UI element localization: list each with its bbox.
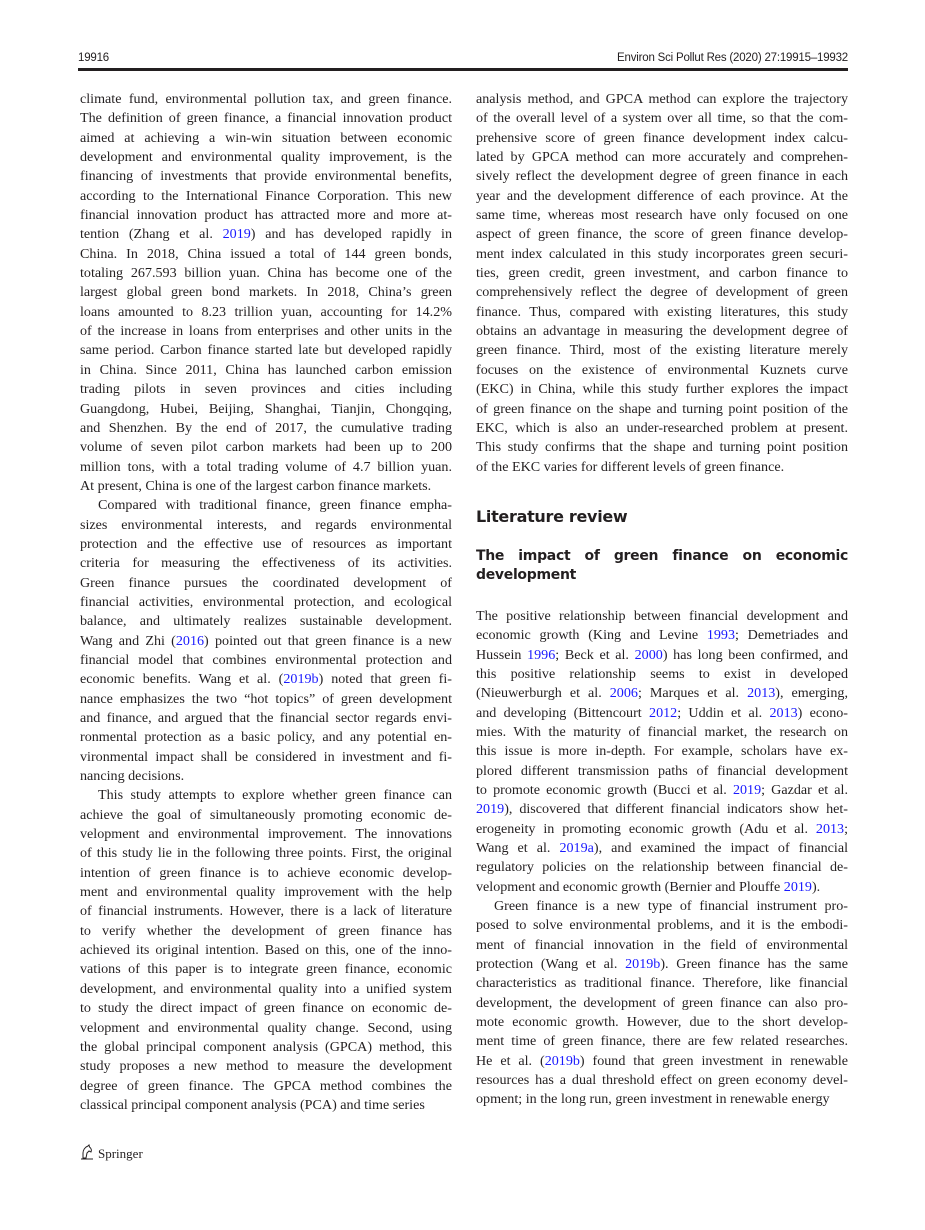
text-line: finance. Thus, compared with existing literatures, this study [476,303,848,320]
citation-link[interactable]: 2013 [769,704,798,721]
text-line: tention (Zhang et al. 2019) and has developed rapidly in [80,226,453,243]
text-line: Green finance pursues the coordinated development of [80,574,452,591]
text-line: He et al. (2019b) found that green investment in renewable [476,1052,848,1069]
text-line: velopment and economic growth (Bernier and Plouffe 2019). [476,878,821,895]
text-line: same time, whereas most research have only focused on one [476,207,848,224]
text-line: achieve the goal of simultaneously promoting economic de- [80,806,452,823]
text-line: nancing decisions. [80,768,185,785]
running-header [78,48,848,70]
text-line: ment time of green finance, there are few related researches. [476,1033,848,1050]
text-line: protection (Wang et al. 2019b). Green finance has the same [476,956,848,973]
citation-link[interactable]: 2006 [609,685,638,702]
text-line: of the EKC varies for different levels of green finance. [476,458,785,475]
citation-link[interactable]: 2019 [783,878,812,895]
text-line: The definition of green finance, a financial innovation product [80,110,452,127]
right-column [476,90,848,1110]
text-line: balance, and ultimately realizes sustainable development. [80,613,452,630]
text-line: (Nieuwerburgh et al. 2006; Marques et al. 2013), emerging, [476,685,849,702]
citation-link[interactable]: 2019a [559,840,594,856]
text-line: loans amounted to 8.23 trillion yuan, accounting for 14.2% [80,303,452,320]
citation-link[interactable]: 2019b [544,1052,580,1069]
text-line: regulatory policies on the relationship between financial de- [476,859,848,876]
text-line: sively reflect the development degree of green finance in each [476,168,848,185]
text-line: sizes environmental interests, and regards environmental [80,516,452,533]
citation-link[interactable]: 2019 [222,226,251,243]
citation-link[interactable]: 2013 [747,685,776,702]
text-line: totaling 267.593 billion yuan. China has become one of the [80,265,452,282]
text-line: of the increase in loans from enterprises and other units in the [80,323,452,340]
paragraph [476,897,848,1110]
text-line: million tons, with a total trading volume of 4.7 billion yuan. [80,458,452,475]
header-rule [78,68,848,71]
text-line: Wang et al. 2019a), and examined the impact of financial [476,840,848,856]
text-line: Green finance is a new type of financial instrument pro- [494,898,848,915]
text-line: obtains an advantage in measuring the development degree of [476,323,848,340]
text-line: posed to solve environmental problems, and it is the embodi- [476,917,848,934]
text-line: Compared with traditional finance, green finance empha- [98,497,452,514]
text-line: intention of green finance is to achieve economic develop- [80,864,452,881]
text-line: ment and environmental quality improvement with the help [80,884,452,901]
paragraph [80,90,452,496]
text-line: mote economic growth. However, due to the short develop- [476,1014,848,1031]
text-line: mies. With the maturity of financial market, the research on [476,723,848,740]
paragraph [80,496,452,786]
citation-link[interactable]: 2019 [732,781,762,798]
text-line: opment; in the long run, green investment in renewable energy [476,1091,830,1108]
text-line: The positive relationship between financial development and [476,607,848,624]
text-line: vironmental impact shall be considered in investment and fi- [80,748,452,765]
text-line: the global principal component analysis (GPCA) method, this [80,1038,452,1055]
text-line: analysis method, and GPCA method can explore the trajectory [476,91,848,107]
text-line: Guangdong, Hubei, Beijing, Shanghai, Tianjin, Chongqing, [80,400,452,417]
text-line: and Shenzhen. By the end of 2017, the cumulative trading [80,419,452,436]
citation-link[interactable]: 2019b [625,956,661,973]
text-line: This study confirms that the shape and turning point position [476,439,848,456]
springer-horse-icon [80,1144,94,1164]
text-line: prehensive score of green finance development index calcu- [476,129,848,146]
text-line: economic growth (King and Levine 1993; Demetriades and [476,627,848,644]
text-line: resources has a dual threshold effect on green economy devel- [476,1072,848,1089]
text-line: trading pilots in seven provinces and cities including [80,381,452,398]
text-line: characteristics as traditional finance. Therefore, like financial [476,975,848,992]
text-line: lated by GPCA method can more accurately and comprehen- [476,149,848,166]
text-line: classical principal component analysis (PCA) and time series [80,1096,425,1113]
text-line: aspect of green finance, the score of green finance develop- [476,226,848,243]
text-line: erogeneity in promoting economic growth (Adu et al. 2013; [476,820,848,837]
text-line: velopment and environmental improvement. The innovations [80,826,452,843]
text-line: in China. Since 2011, China has launched carbon emission [80,361,452,378]
text-line: protection and the effective use of resources as important [80,535,452,552]
citation-link[interactable]: 2019 [476,801,505,818]
text-line: financing of investments that provide environmental benefits, [80,168,452,185]
text-line: to verify whether the development of green finance has [80,922,452,939]
text-line: China. In 2018, China issued a total of 144 green bonds, [80,245,452,262]
text-line: climate fund, environmental pollution tax, and green finance. [80,91,452,107]
text-line: of this study lie in the following three points. First, the original [80,845,452,862]
text-line: and developing (Bittencourt 2012; Uddin et al. 2013) econo- [476,704,849,721]
citation-link[interactable]: 2000 [634,646,663,663]
text-line: of green finance on the shape and turning point position of the [476,400,848,417]
publisher-footer [80,1144,143,1164]
text-line: volume of seven pilot carbon markets had been up to 200 [80,439,452,456]
text-line: this issue is more in-depth. For example, scholars have ex- [476,743,848,760]
text-line: development, and environmental quality into a unified system [80,980,452,997]
text-line: ment of financial innovation in the field of environmental [476,936,848,953]
citation-link[interactable]: 2012 [649,704,678,721]
text-line: focuses on the existence of environmental Kuznets curve [476,361,848,378]
text-line: ronmental protection as a basic policy, and any potential en- [80,729,452,746]
text-line: year and the development difference of each province. At the [476,187,848,204]
text-line: economic benefits. Wang et al. (2019b) noted that green fi- [80,671,452,688]
page-number: 19916 [78,52,109,64]
text-line: EKC, which is also an under-researched problem at present. [476,419,848,436]
text-line: velopment and environmental quality change. Second, using [80,1019,452,1036]
text-line: criteria for measuring the effectiveness of its activities. [80,555,452,572]
text-line: according to the International Finance Corporation. This new [80,187,452,204]
text-line: Wang and Zhi (2016) pointed out that green finance is a new [80,632,452,649]
citation-link[interactable]: 2016 [175,632,205,649]
citation-link[interactable]: 2019b [283,671,319,688]
text-line: ties, green credit, green investment, and carbon finance to [476,265,848,282]
text-line: this positive relationship seems to exist in developed [476,665,848,682]
text-line: achieved its original intention. Based on this, one of the inno- [80,942,452,959]
text-line: and finance, and argued that the financial sector regards envi- [80,710,452,726]
text-line: green finance. Third, most of the existing literature merely [476,342,848,359]
text-line: to promote economic growth (Bucci et al. 2019; Gazdar et al. [476,781,848,798]
left-column [80,90,452,1115]
text-line: financial activities, environmental protection, and ecological [80,593,452,610]
section-heading: Literature review [476,506,628,526]
text-line: degree of green finance. The GPCA method combines the [80,1077,452,1094]
text-line: financial model that combines environmental protection and [80,651,452,668]
text-line: same period. Carbon finance started late but developed rapidly [80,342,452,359]
text-line: of the overall level of a system over all time, so that the com- [476,110,848,127]
intro-continuation [476,90,848,477]
text-line: largest global green bond markets. In 2018, China’s green [80,284,452,301]
paragraph [476,90,848,477]
text-line: development, the development of green finance can also pro- [476,994,848,1011]
text-line: ment index calculated in this study incorporates green securi- [476,245,848,262]
text-line: comprehensively reflect the degree of development of green [476,284,848,301]
text-line: (EKC) in China, while this study further explores the impact [476,381,848,398]
text-line: of financial instruments. However, there is a lack of literature [80,903,452,920]
text-line: study proposes a new method to measure the development [80,1058,452,1075]
citation-link[interactable]: 2013 [815,820,845,837]
text-line: 2019), discovered that different financial indicators show het- [476,801,848,818]
citation-link[interactable]: 1996 [527,646,556,663]
text-line: financial innovation product has attracted more and more at- [80,207,452,224]
text-line: vations of this paper is to integrate green finance, economic [80,961,452,978]
text-line: nance emphasizes the two “hot topics” of green development [80,690,452,707]
text-line: development and environmental quality improvement, is the [80,149,452,166]
paragraph [80,786,452,1115]
text-line: to study the direct impact of green finance on economic de- [80,1000,452,1017]
text-line: This study attempts to explore whether green finance can [98,787,452,804]
subsection-body [476,607,848,1110]
journal-citation: Environ Sci Pollut Res (2020) 27:19915–19932 [617,52,848,64]
subsection-heading: The impact of green finance on economic development [476,547,848,583]
text-line: At present, China is one of the largest carbon finance markets. [80,477,432,494]
citation-link[interactable]: 1993 [706,627,736,644]
paragraph [476,607,848,897]
text-line: Hussein 1996; Beck et al. 2000) has long been confirmed, and [476,646,849,663]
text-line: aimed at achieving a win-win situation between economic [80,129,452,146]
publisher-name: Springer [98,1146,143,1161]
text-line: plored different transmission paths of financial development [476,762,848,779]
